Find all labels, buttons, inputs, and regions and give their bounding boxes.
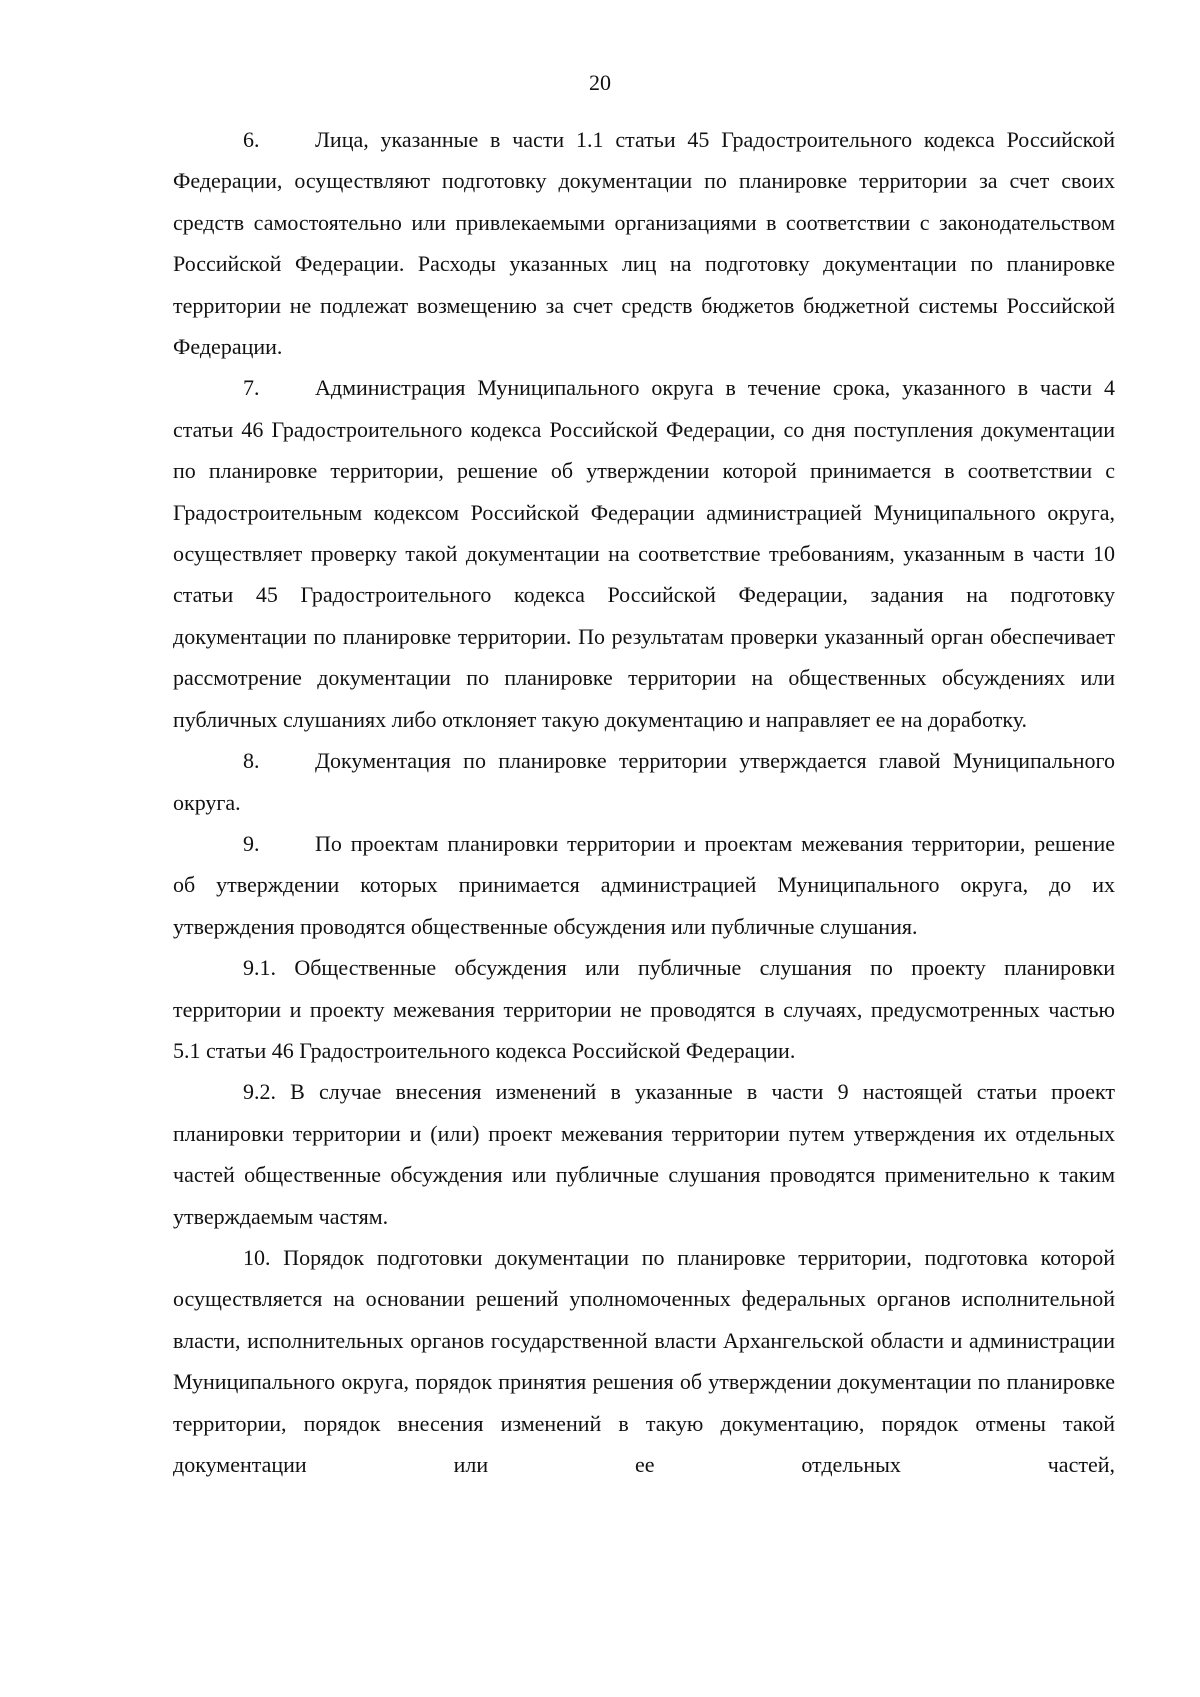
document-body (173, 119, 1115, 1485)
paragraph-text: По проектам планировки территории и проектам межевания территории, решение об утверждении которых принимается администрацией Муниципального округа, до их утверждения проводятся общественные обсуждения или публичные слушания. (173, 830, 1115, 939)
paragraph-9 (173, 823, 1115, 947)
paragraph-7 (173, 367, 1115, 740)
paragraph-text: Документация по планировке территории утверждается главой Муниципального округа. (173, 748, 1115, 815)
paragraph-text: 9.2. В случае внесения изменений в указанные в части 9 настоящей статьи проект планировки территории и (или) проект межевания территории путем утверждения их отдельных частей общественные обсуждения или публичные слушания проводятся применительно к таким утверждаемым частям. (173, 1079, 1115, 1229)
paragraph-text: Лица, указанные в части 1.1 статьи 45 Градостроительного кодекса Российской Федерации, осуществляют подготовку документации по планировке территории за счет своих средств самостоятельно или привлекаемыми организациями в соответствии с законодательством Российской Федерации. Расходы указанных лиц на подготовку документации по планировке территории не подлежат возмещению за счет средств бюджетов бюджетной системы Российской Федерации. (173, 127, 1115, 360)
paragraph-number: 6. (243, 127, 260, 152)
paragraph-8 (173, 740, 1115, 823)
paragraph-text: 9.1. Общественные обсуждения или публичные слушания по проекту планировки территории и проекту межевания территории не проводятся в случаях, предусмотренных частью 5.1 статьи 46 Градостроительного кодекса Российской Федерации. (173, 955, 1115, 1063)
page-number: 20 (589, 70, 611, 95)
paragraph-10 (173, 1237, 1115, 1485)
paragraph-number: 7. (243, 375, 260, 401)
paragraph-9-1 (173, 947, 1115, 1071)
paragraph-9-2 (173, 1071, 1115, 1237)
paragraph-number: 8. (243, 748, 260, 774)
paragraph-6 (173, 119, 1115, 367)
paragraph-text: 10. Порядок подготовки документации по планировке территории, подготовка которой осуществляется на основании решений уполномоченных федеральных органов исполнительной власти, исполнительных органов государственной власти Архангельской области и администрации Муниципального округа, порядок принятия решения об утверждении документации по планировке территории, порядок внесения изменений в такую документацию, порядок отмены такой документации или ее отдельных частей, (173, 1244, 1115, 1477)
paragraph-text: Администрация Муниципального округа в течение срока, указанного в части 4 статьи 46 Градостроительного кодекса Российской Федерации, со дня поступления документации по планировке территории, решение об утверждении которой принимается в соответствии с Градостроительным кодексом Российской Федерации администрацией Муниципального округа, осуществляет проверку такой документации на соответствие требованиям, указанным в части 10 статьи 45 Градостроительного кодекса Российской Федерации, задания на подготовку документации по планировке территории. По результатам проверки указанный орган обеспечивает рассмотрение документации по планировке территории на общественных обсуждениях или публичных слушаниях либо отклоняет такую документацию и направляет ее на доработку. (173, 375, 1115, 732)
paragraph-number: 9. (243, 830, 260, 856)
